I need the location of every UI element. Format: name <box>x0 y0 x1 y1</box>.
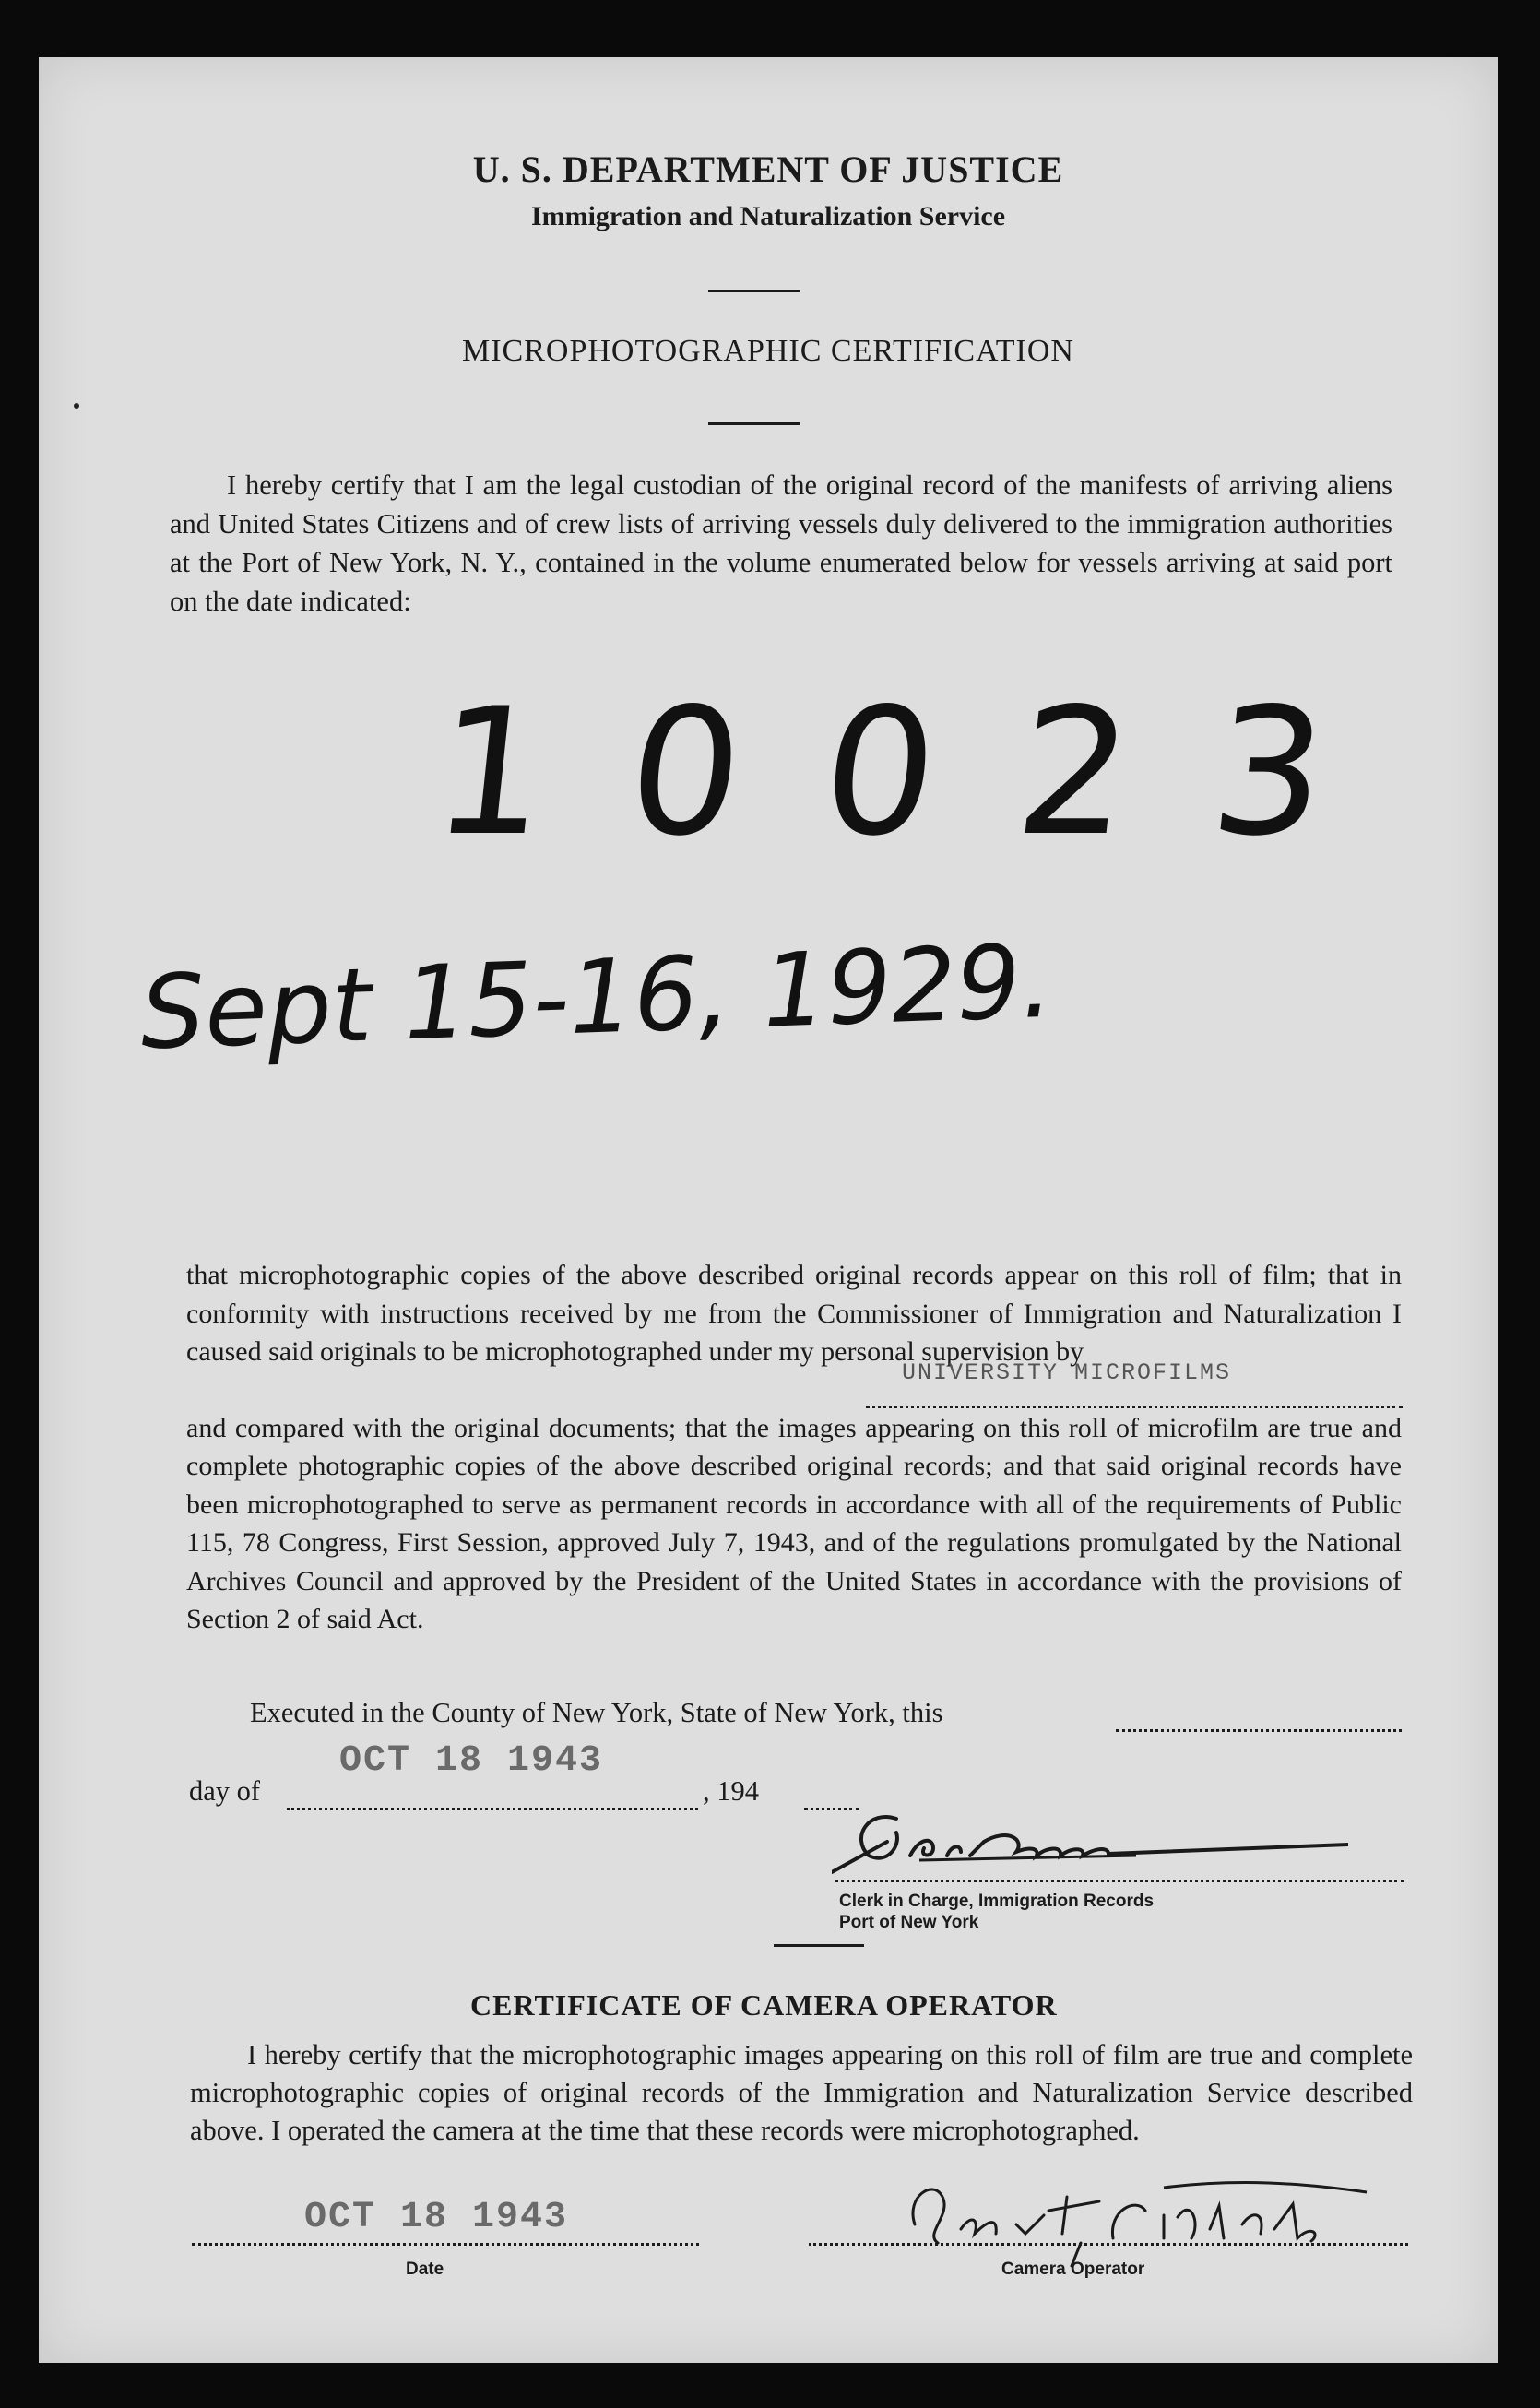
executed-dotted-line <box>1116 1729 1402 1732</box>
certification-body-part2: and compared with the original documents; that the images appearing on this roll of microfilm are true and complete photographic copies of the above described original records; and that said original records have been microphotographed to serve as permanent records in accordance with all of the requirements of Public 115, 78 Congress, First Session, approved July 7, 1943, and of the regulations promulgated by the National Archives Council and approved by the President of the United States in accordance with the provisions of Section 2 of said Act. <box>186 1412 1402 1634</box>
paper-speck <box>74 403 79 409</box>
day-of-label: day of <box>189 1775 261 1807</box>
divider <box>708 290 800 292</box>
supervisor-stamp: UNIVERSITY MICROFILMS <box>902 1359 1232 1386</box>
camera-operator-title: CERTIFICATE OF CAMERA OPERATOR <box>470 1988 1058 2022</box>
handwritten-date-range: Sept 15-16, 1929. <box>138 921 1055 1073</box>
day-dotted-line <box>287 1808 698 1810</box>
clerk-title <box>839 1891 1154 1933</box>
intro-paragraph: I hereby certify that I am the legal custodian of the original record of the manifests of arriving aliens and United States Citizens and of crew lists of arriving vessels duly delivered to the immigration authorities at the Port of New York, N. Y., contained in the volume enumerated below for vessels arriving at said port on the date indicated: <box>170 469 1392 617</box>
agency-heading: U. S. DEPARTMENT OF JUSTICE <box>472 148 1064 190</box>
camera-operator-signature <box>887 2160 1385 2271</box>
document-title: MICROPHOTOGRAPHIC CERTIFICATION <box>461 334 1074 368</box>
year-prefix: , 194 <box>703 1775 759 1807</box>
clerk-title-line2: Port of New York <box>839 1913 979 1932</box>
divider <box>708 422 800 425</box>
camera-date-stamp: OCT 18 1943 <box>304 2197 569 2238</box>
date-dotted-line <box>192 2243 699 2246</box>
handwritten-volume-number: 10023 <box>424 670 1419 874</box>
clerk-title-line1: Clerk in Charge, Immigration Records <box>839 1892 1155 1911</box>
camera-operator-dotted-line <box>809 2243 1408 2246</box>
divider <box>774 1944 864 1947</box>
executed-date-stamp: OCT 18 1943 <box>339 1740 604 1782</box>
camera-operator-label: Camera Operator <box>1001 2260 1145 2279</box>
clerk-signature-dotted-line <box>835 1880 1404 1882</box>
service-subheading: Immigration and Naturalization Service <box>530 201 1006 231</box>
date-label: Date <box>406 2260 444 2279</box>
supervision-dotted-line <box>866 1406 1403 1408</box>
certificate-page <box>39 57 1498 2363</box>
certification-body <box>186 1256 1402 1639</box>
executed-line: Executed in the County of New York, State of New York, this <box>250 1697 943 1728</box>
clerk-signature <box>832 1791 1348 1874</box>
camera-operator-statement: I hereby certify that the microphotographic images appearing on this roll of film are true and complete microphotographic copies of original records of the Immigration and Naturalization Service described above. I operated the camera at the time that these records were microphotographed. <box>190 2039 1413 2146</box>
certification-body-part1: that microphotographic copies of the above described original records appear on this roll of film; that in conformity with instructions received by me from the Commissioner of Immigration and Naturalization I caused said originals to be microphotographed under my personal supervision by <box>186 1260 1402 1367</box>
